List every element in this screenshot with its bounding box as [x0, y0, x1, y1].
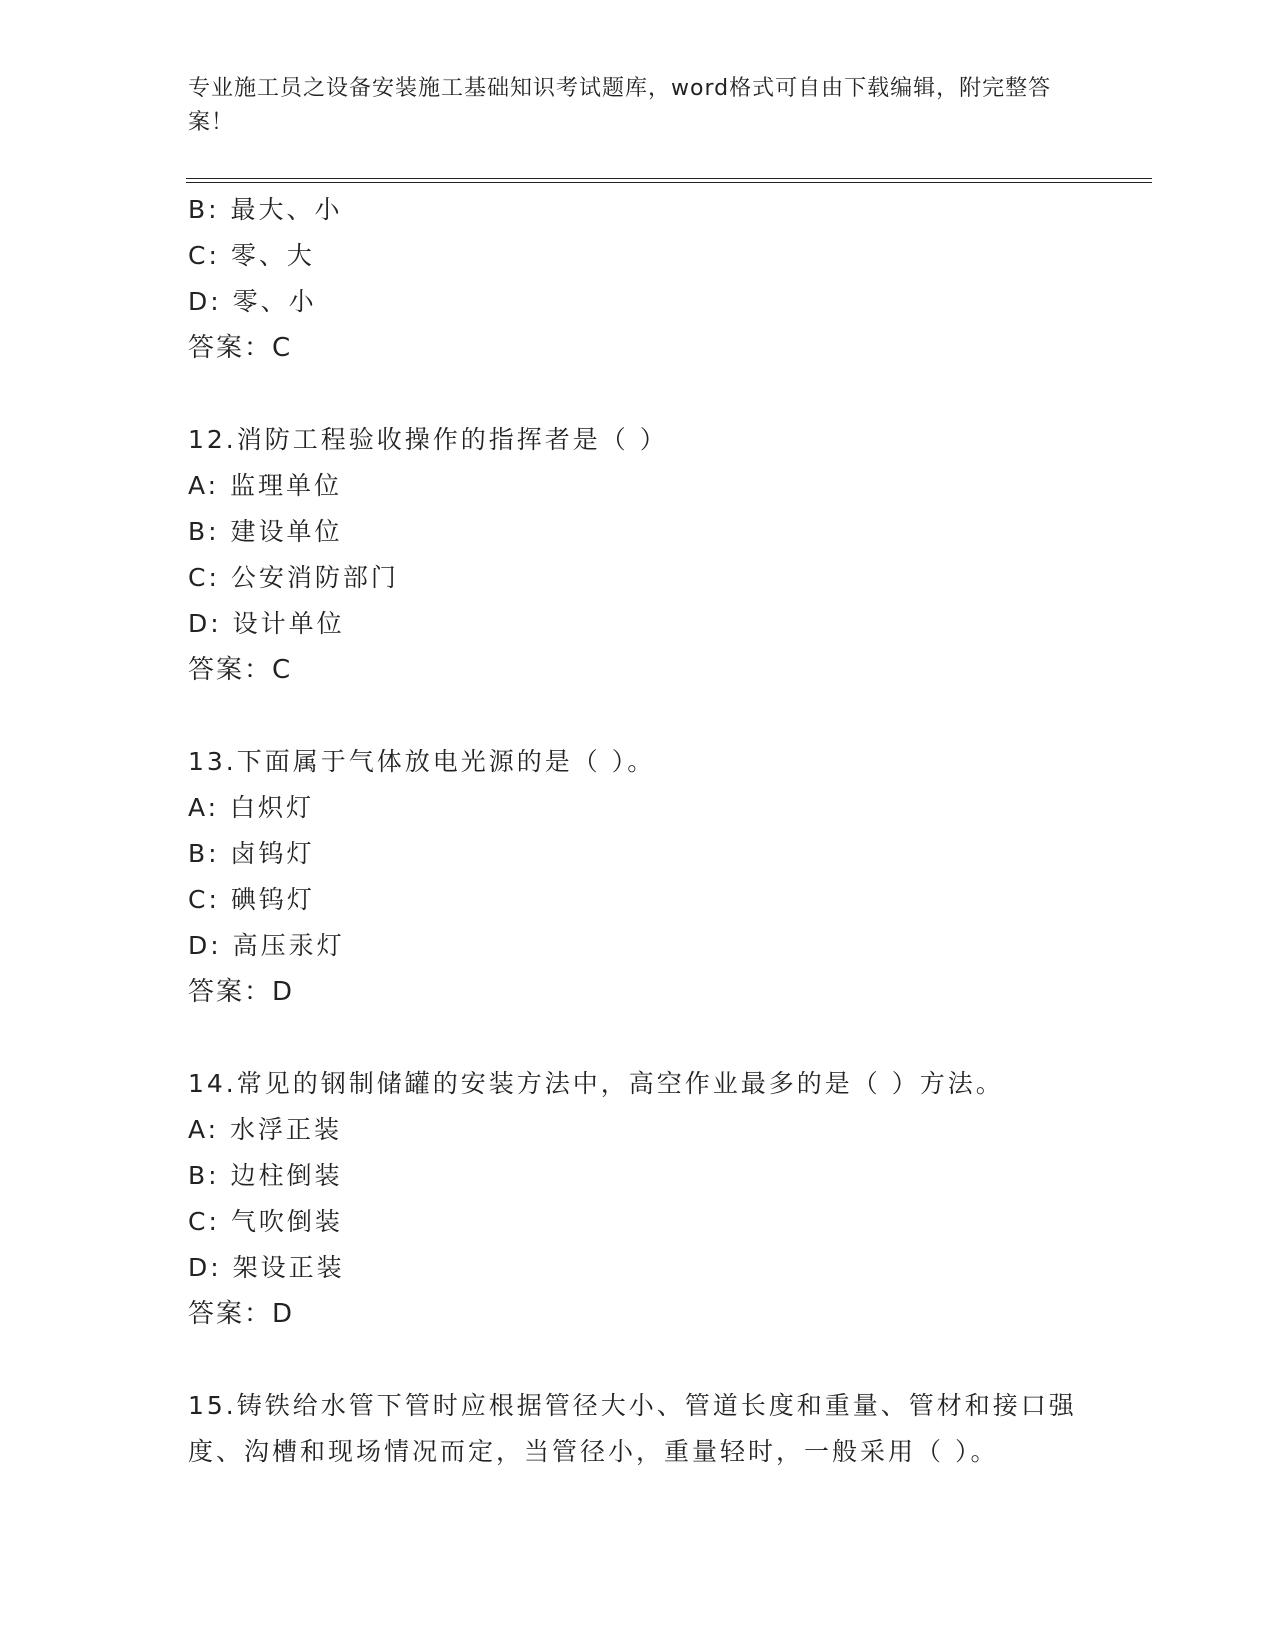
question-stem: 15.铸铁给水管下管时应根据管径大小、管道长度和重量、管材和接口强度、沟槽和现场情况而定，当管径小，重量轻时，一般采用（ ）。: [188, 1391, 1077, 1466]
answer-line: 答案：C: [188, 333, 293, 363]
option-c: C: 碘钨灯: [188, 885, 315, 914]
option-b: B: 卤钨灯: [188, 839, 315, 868]
answer-line: 答案：C: [188, 655, 293, 685]
header-title: 专业施工员之设备安装施工基础知识考试题库，word格式可自由下载编辑，附完整答案！: [188, 76, 1052, 135]
answer-line: 答案：D: [188, 977, 295, 1007]
answer-line: 答案：D: [188, 1299, 295, 1329]
question-stem: 13.下面属于气体放电光源的是（ ）。: [188, 747, 656, 776]
option-a: A: 白炽灯: [188, 793, 315, 822]
question-12: [188, 417, 1148, 693]
spacer: [188, 1337, 1148, 1383]
question-11-partial: [188, 187, 1148, 371]
spacer: [188, 1015, 1148, 1061]
question-13: [188, 739, 1148, 1015]
question-14: [188, 1061, 1148, 1337]
option-c: C: 公安消防部门: [188, 563, 399, 592]
spacer: [188, 693, 1148, 739]
option-d: D: 架设正装: [188, 1253, 345, 1282]
question-stem: 14.常见的钢制储罐的安装方法中，高空作业最多的是（ ）方法。: [188, 1069, 1004, 1098]
option-a: A: 监理单位: [188, 471, 343, 500]
option-d: D: 设计单位: [188, 609, 345, 638]
option-b: B: 边柱倒装: [188, 1161, 343, 1190]
header-divider-bottom: [186, 182, 1152, 183]
option-c: C: 气吹倒装: [188, 1207, 343, 1236]
question-15: [188, 1383, 1148, 1475]
question-stem: 12.消防工程验收操作的指挥者是（ ）: [188, 425, 668, 454]
spacer: [188, 371, 1148, 417]
option-d: D: 零、小: [188, 287, 317, 316]
option-b: B: 建设单位: [188, 517, 343, 546]
option-c: C: 零、大: [188, 241, 315, 270]
document-header: [188, 72, 1068, 140]
option-a: A: 水浮正装: [188, 1115, 343, 1144]
option-b: B: 最大、小: [188, 195, 343, 224]
header-divider-top: [186, 178, 1152, 179]
question-list: [188, 187, 1148, 1475]
option-d: D: 高压汞灯: [188, 931, 345, 960]
